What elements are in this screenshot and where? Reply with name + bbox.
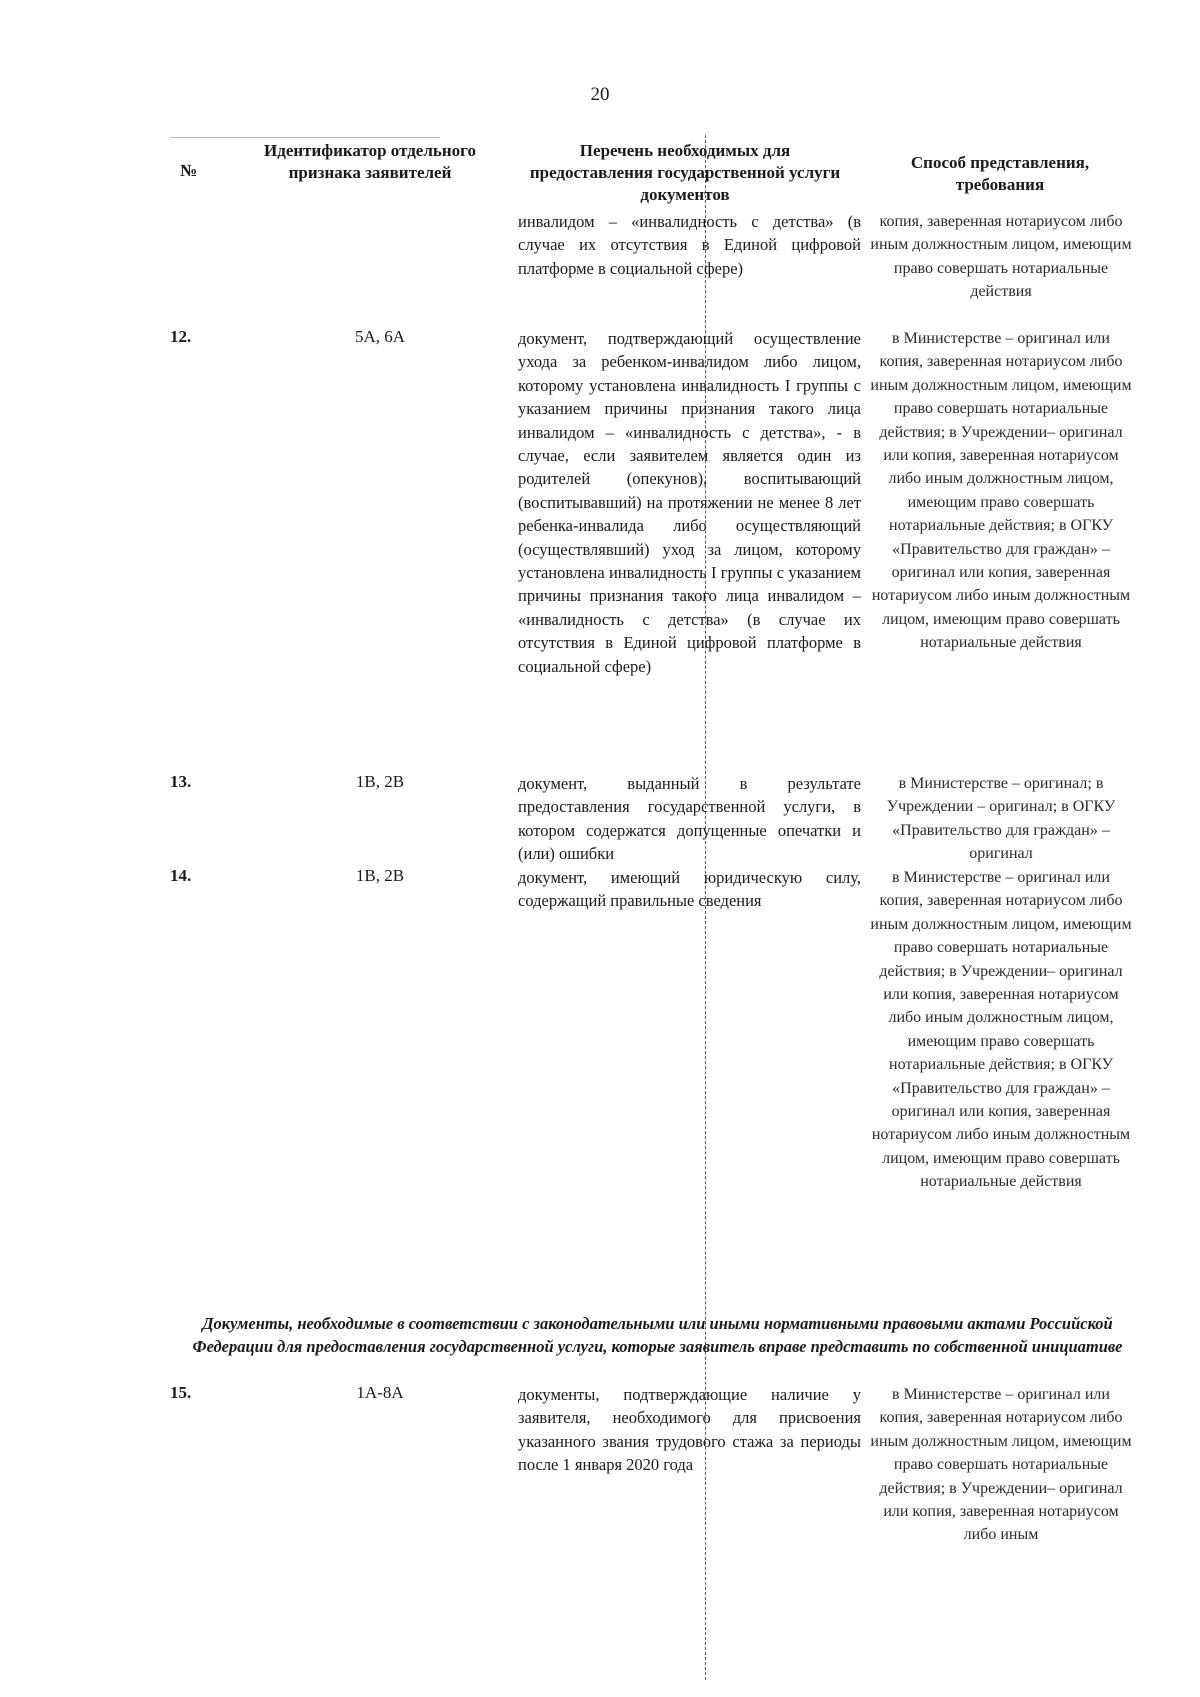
- row-documents: документ, имеющий юридическую силу, содержащий правильные сведения: [518, 868, 861, 911]
- row-identifier: 1В, 2В: [355, 772, 405, 791]
- row-method: в Министерстве – оригинал или копия, заверенная нотариусом либо иным должностным лицом, имеющим право совершать нотариальные действия; в Учреждении– оригинал или копия, заверенная нотариусом либо иным должностным лицом, имеющим право совершать нотариальные действия; в ОГКУ «Правительство для граждан» – оригинал или копия, заверенная нотариусом либо иным должностным лицом, имеющим право совершать нотариальные действия: [870, 330, 1132, 652]
- row-number: 15.: [170, 1383, 192, 1402]
- section-heading: Документы, необходимые в соответствии с законодательными или иными нормативными правовыми актами Российской Федерации для предоставления государственной услуги, которые заявитель вправе представить по собственной инициативе: [192, 1314, 1123, 1356]
- header-documents: Перечень необходимых для предоставления государственной услуги документов: [529, 141, 841, 204]
- row-method: копия, заверенная нотариусом либо иным должностным лицом, имеющим право совершать нотариальные действия: [870, 213, 1132, 301]
- row-documents: документы, подтверждающие наличие у заявителя, необходимого для присвоения указанного звания трудового стажа за периоды после 1 января 2020 года: [518, 1385, 861, 1475]
- row-identifier: 1А-8А: [356, 1383, 404, 1402]
- row-identifier: 1В, 2В: [355, 866, 405, 885]
- row-number: 14.: [170, 866, 192, 885]
- scan-artifact: [170, 137, 440, 138]
- row-documents: инвалидом – «инвалидность с детства» (в случае их отсутствия в Единой цифровой платформе в социальной сфере): [518, 212, 861, 278]
- row-method: в Министерстве – оригинал; в Учреждении – оригинал; в ОГКУ «Правительство для граждан» – оригинал: [886, 775, 1116, 863]
- row-method: в Министерстве – оригинал или копия, заверенная нотариусом либо иным должностным лицом, имеющим право совершать нотариальные действия; в Учреждении– оригинал или копия, заверенная нотариусом либо иным должностным лицом, имеющим право совершать нотариальные действия; в ОГКУ «Правительство для граждан» – оригинал или копия, заверенная нотариусом либо иным должностным лицом, имеющим право совершать нотариальные действия: [870, 869, 1132, 1191]
- table-header: [0, 140, 1200, 210]
- row-number: 13.: [170, 772, 192, 791]
- row-number: 12.: [170, 327, 192, 346]
- row-method: в Министерстве – оригинал или копия, заверенная нотариусом либо иным должностным лицом, имеющим право совершать нотариальные действия; в Учреждении– оригинал или копия, заверенная нотариусом либо иным: [870, 1386, 1132, 1544]
- header-num: №: [180, 161, 198, 180]
- page-number: 20: [590, 84, 610, 105]
- row-identifier: 5А, 6А: [354, 327, 406, 346]
- header-identifier: Идентификатор отдельного признака заявителей: [264, 141, 476, 182]
- row-documents: документ, подтверждающий осуществление ухода за ребенком-инвалидом либо лицом, которому установлена инвалидность I группы с указанием причины признания такого лица инвалидом – «инвалидность с детства», - в случае, если заявителем является один из родителей (опекунов), воспитывающий (воспитывавший) на протяжении не менее 8 лет ребенка-инвалида либо осуществляющий (осуществлявший) уход за лицом, которому установлена инвалидность I группы с указанием причины признания такого лица инвалидом – «инвалидность с детства» (в случае их отсутствия в Единой цифровой платформе в социальной сфере): [518, 329, 861, 676]
- row-documents: документ, выданный в результате предоставления государственной услуги, в котором содержатся допущенные опечатки и (или) ошибки: [518, 774, 861, 864]
- header-method: Способ представления, требования: [910, 153, 1090, 194]
